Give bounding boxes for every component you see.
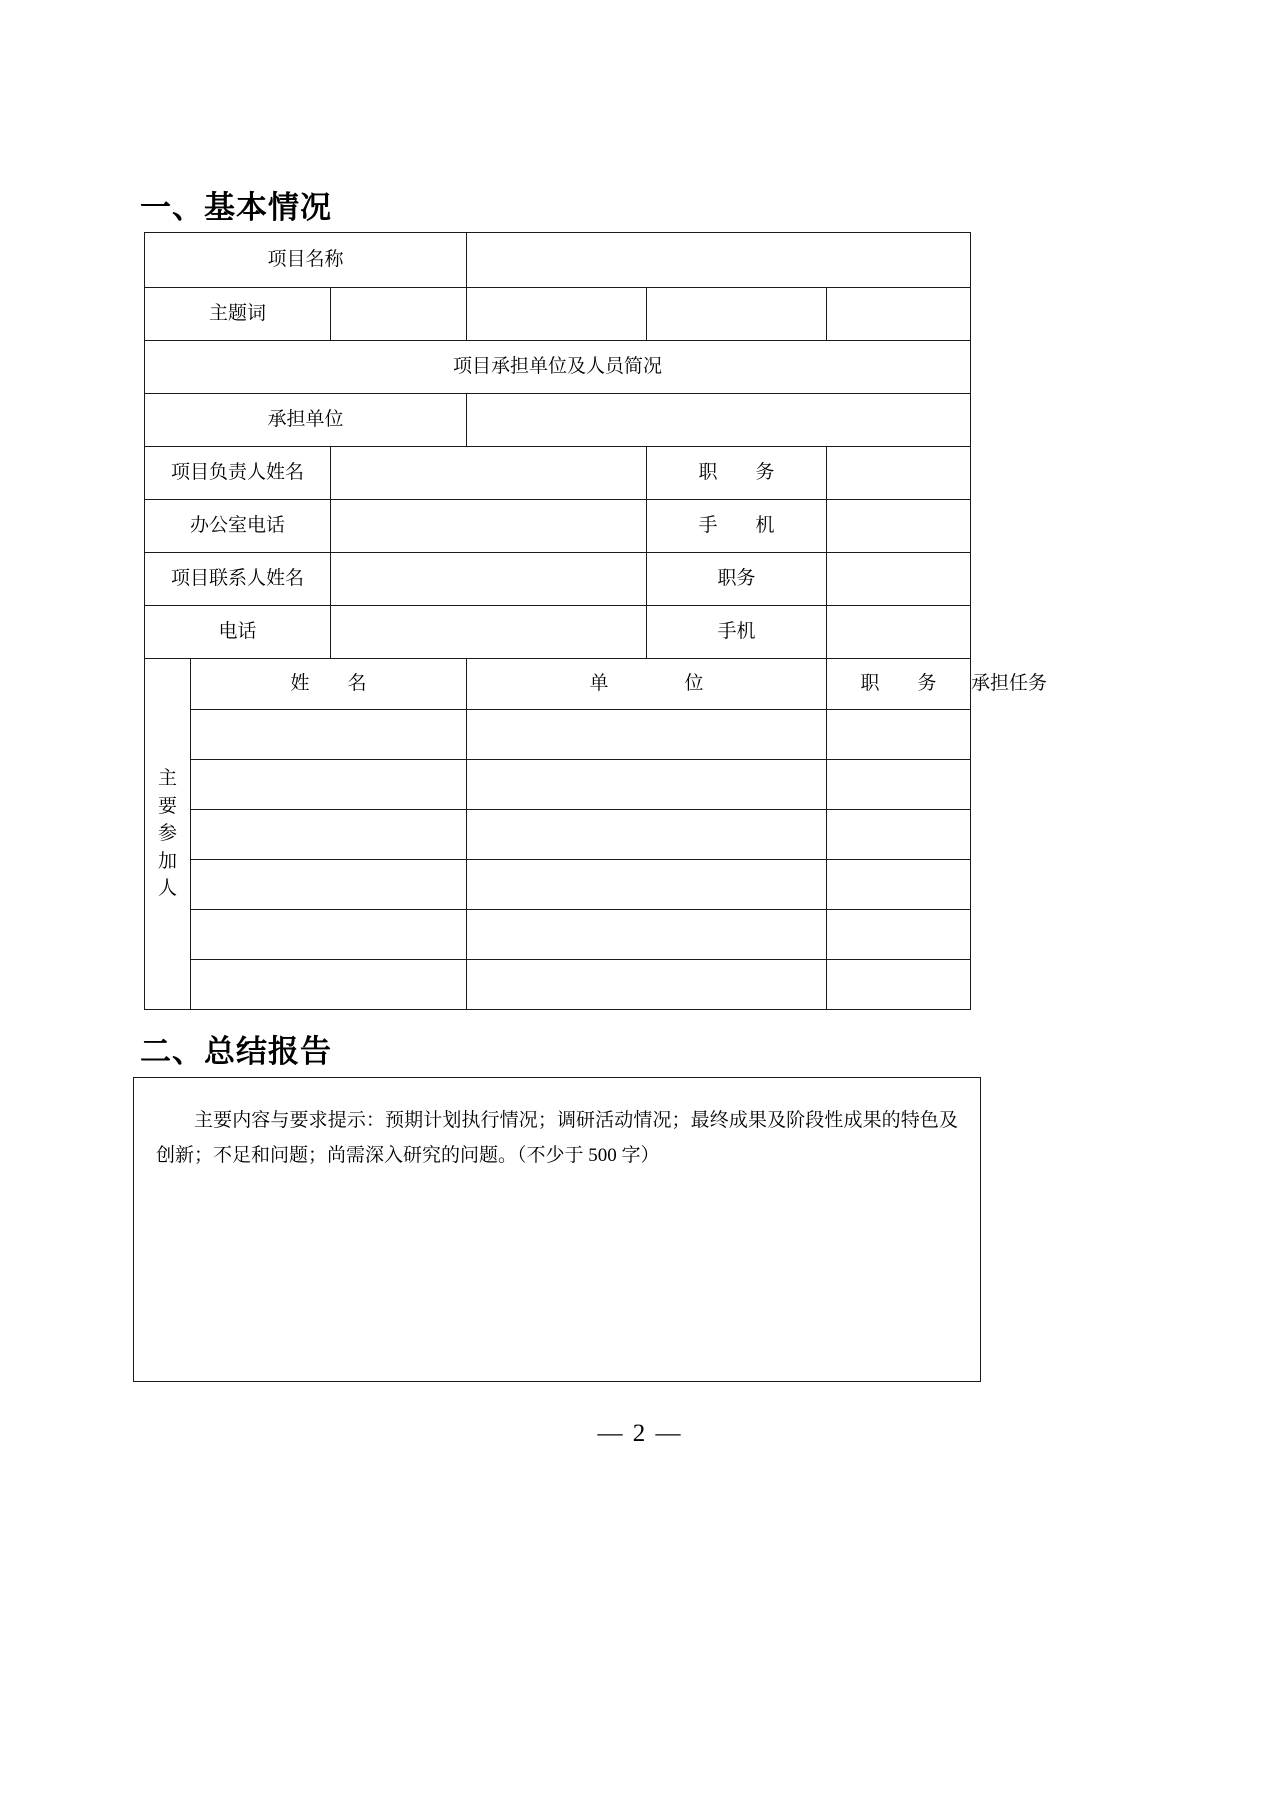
cell-participant-title[interactable] xyxy=(827,960,971,1010)
cell-keyword-2[interactable] xyxy=(467,288,647,341)
table-row-project-leader xyxy=(145,447,971,500)
cell-participant-title[interactable] xyxy=(827,910,971,960)
label-project-name: 项目名称 xyxy=(267,248,344,270)
cell-participant-name[interactable] xyxy=(191,810,467,860)
table-row-participant xyxy=(145,860,971,910)
cell-undertaking-unit-label xyxy=(145,394,467,447)
cell-contact-person-label xyxy=(145,553,331,606)
label-undertaking-unit: 承担单位 xyxy=(267,408,344,430)
table-row-participants-header: 主 要 参 加 人 姓 名 单 位 职 务 承担任务 xyxy=(145,659,971,710)
cell-participant-name[interactable] xyxy=(191,710,467,760)
cell-mobile-value[interactable] xyxy=(827,500,971,553)
label-office-phone: 办公室电话 xyxy=(189,514,285,536)
table-row-participant xyxy=(145,910,971,960)
cell-keyword-3[interactable] xyxy=(647,288,827,341)
label-participants-col-title: 职 务 xyxy=(860,672,937,694)
cell-contact-person-value[interactable] xyxy=(331,553,647,606)
table-row-undertaking-unit xyxy=(145,394,971,447)
label-participants-col-name: 姓 名 xyxy=(290,672,367,694)
cell-participants-col-name-header xyxy=(191,659,467,710)
vertical-label-char-2: 要 xyxy=(157,795,177,817)
label-project-leader-title: 职 务 xyxy=(698,461,775,483)
summary-report-box[interactable] xyxy=(133,1077,981,1382)
cell-participants-vertical-label xyxy=(145,659,191,1010)
cell-participants-col-unit-header xyxy=(467,659,827,710)
cell-keyword-4[interactable] xyxy=(827,288,971,341)
label-project-leader: 项目负责人姓名 xyxy=(170,461,304,483)
cell-contact-person-title-value[interactable] xyxy=(827,553,971,606)
label-contact-mobile: 手机 xyxy=(717,620,756,642)
cell-project-leader-title-label xyxy=(647,447,827,500)
table-row-keywords xyxy=(145,288,971,341)
vertical-label-char-4: 加 xyxy=(157,850,177,872)
table-row-participant xyxy=(145,710,971,760)
cell-participant-unit[interactable] xyxy=(467,960,827,1010)
cell-participant-title[interactable] xyxy=(827,710,971,760)
vertical-label-char-3: 参 xyxy=(157,823,177,845)
label-org-personnel-banner: 项目承担单位及人员简况 xyxy=(453,355,663,377)
summary-report-instructions: 主要内容与要求提示：预期计划执行情况；调研活动情况；最终成果及阶段性成果的特色及创新；不足和问题；尚需深入研究的问题。（不少于 500 字） xyxy=(156,1110,958,1166)
cell-contact-mobile-value[interactable] xyxy=(827,606,971,659)
cell-keyword-1[interactable] xyxy=(331,288,467,341)
basic-info-table xyxy=(144,232,1048,1010)
cell-participant-unit[interactable] xyxy=(467,810,827,860)
table-row-participant xyxy=(145,960,971,1010)
cell-contact-person-title-label xyxy=(647,553,827,606)
cell-participants-col-title-header xyxy=(827,659,971,710)
cell-project-leader-label xyxy=(145,447,331,500)
cell-participant-name[interactable] xyxy=(191,910,467,960)
table-row-participant xyxy=(145,810,971,860)
label-contact-phone: 电话 xyxy=(218,620,257,642)
section-heading-summary-report: 二、总结报告 xyxy=(140,1034,332,1070)
cell-mobile-label xyxy=(647,500,827,553)
label-contact-person: 项目联系人姓名 xyxy=(170,567,304,589)
cell-org-personnel-banner xyxy=(145,341,971,394)
cell-office-phone-label xyxy=(145,500,331,553)
cell-participant-title[interactable] xyxy=(827,760,971,810)
cell-participant-name[interactable] xyxy=(191,860,467,910)
cell-project-leader-title-value[interactable] xyxy=(827,447,971,500)
cell-contact-phone-label xyxy=(145,606,331,659)
vertical-label-char-5: 人 xyxy=(157,878,177,900)
cell-participant-unit[interactable] xyxy=(467,860,827,910)
cell-participant-title[interactable] xyxy=(827,810,971,860)
table-row-contact-phone xyxy=(145,606,971,659)
cell-contact-mobile-label xyxy=(647,606,827,659)
cell-participant-unit[interactable] xyxy=(467,710,827,760)
cell-participant-name[interactable] xyxy=(191,760,467,810)
label-participants-col-unit: 单 位 xyxy=(589,672,704,694)
cell-participant-unit[interactable] xyxy=(467,760,827,810)
cell-project-name-value[interactable] xyxy=(467,233,971,288)
cell-project-leader-value[interactable] xyxy=(331,447,647,500)
cell-undertaking-unit-value[interactable] xyxy=(467,394,971,447)
cell-contact-phone-value[interactable] xyxy=(331,606,647,659)
label-mobile: 手 机 xyxy=(698,514,775,536)
table-row-office-phone xyxy=(145,500,971,553)
table-row-org-banner xyxy=(145,341,971,394)
cell-participant-unit[interactable] xyxy=(467,910,827,960)
label-keywords: 主题词 xyxy=(208,302,266,324)
cell-keywords-label xyxy=(145,288,331,341)
cell-participant-name[interactable] xyxy=(191,960,467,1010)
vertical-label-char-1: 主 xyxy=(157,768,177,790)
table-row-participant xyxy=(145,760,971,810)
table-row-project-name xyxy=(145,233,971,288)
vertical-label-main-participants xyxy=(145,765,190,903)
label-contact-person-title: 职务 xyxy=(717,567,756,589)
table-row-contact-person xyxy=(145,553,971,606)
section-heading-basic-info: 一、基本情况 xyxy=(140,190,332,226)
cell-project-name-label xyxy=(145,233,467,288)
cell-office-phone-value[interactable] xyxy=(331,500,647,553)
page-number-footer: — 2 — xyxy=(597,1420,683,1447)
cell-participant-title[interactable] xyxy=(827,860,971,910)
